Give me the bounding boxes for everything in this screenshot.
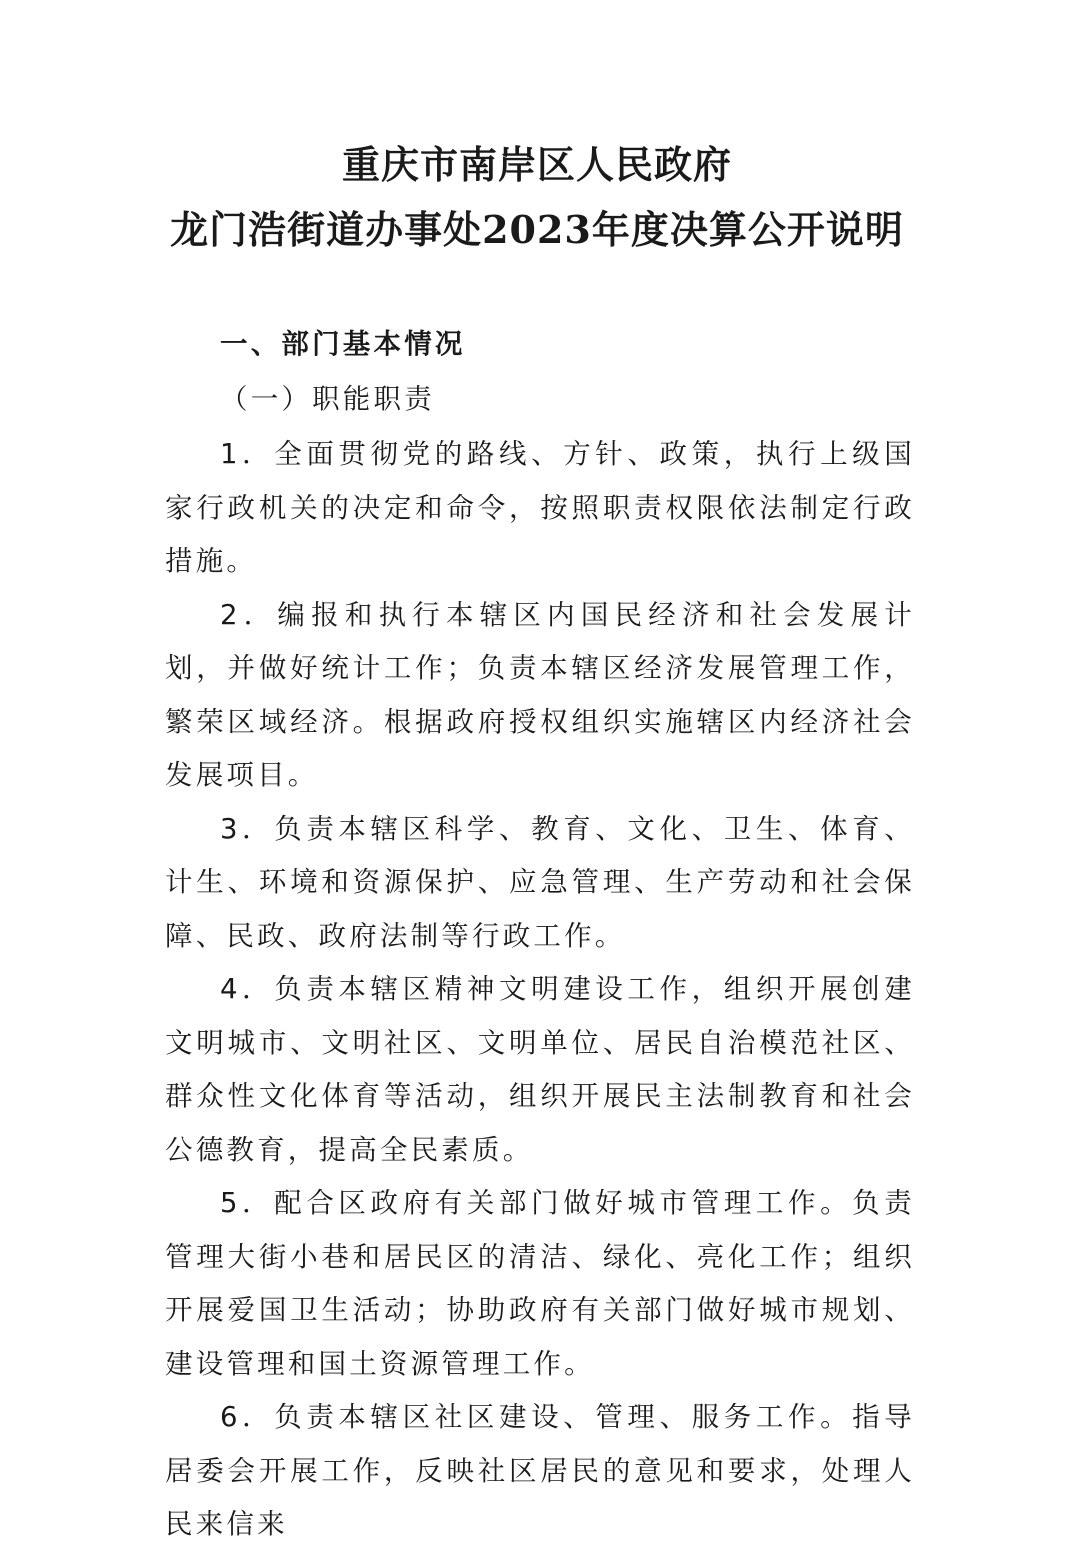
document-title-line-1: 重庆市南岸区人民政府 [341, 142, 732, 187]
duty-paragraph-2: 2．编报和执行本辖区内国民经济和社会发展计划，并做好统计工作；负责本辖区经济发展管理工作，繁荣区域经济。根据政府授权组织实施辖区内经济社会发展项目。 [165, 598, 915, 791]
section-heading: 一、部门基本情况 [220, 328, 466, 360]
duty-paragraph-4: 4．负责本辖区精神文明建设工作，组织开展创建文明城市、文明社区、文明单位、居民自治模范社区、群众性文化体育等活动，组织开展民主法制教育和社会公德教育，提高全民素质。 [165, 973, 915, 1166]
duty-paragraph-3: 3．负责本辖区科学、教育、文化、卫生、体育、计生、环境和资源保护、应急管理、生产劳动和社会保障、民政、政府法制等行政工作。 [165, 812, 915, 952]
subsection-heading: （一）职能职责 [220, 383, 435, 415]
duty-paragraph-6: 6．负责本辖区社区建设、管理、服务工作。指导居委会开展工作，反映社区居民的意见和要求，处理人民来信来 [165, 1401, 915, 1540]
document-title-line-2: 龙门浩街道办事处2023年度决算公开说明 [170, 207, 904, 252]
document-body [165, 318, 915, 1552]
duty-paragraph-5: 5．配合区政府有关部门做好城市管理工作。负责管理大街小巷和居民区的清洁、绿化、亮化工作；组织开展爱国卫生活动；协助政府有关部门做好城市规划、建设管理和国土资源管理工作。 [165, 1187, 915, 1380]
duty-paragraph-1: 1．全面贯彻党的路线、方针、政策，执行上级国家行政机关的决定和命令，按照职责权限依法制定行政措施。 [165, 438, 915, 577]
